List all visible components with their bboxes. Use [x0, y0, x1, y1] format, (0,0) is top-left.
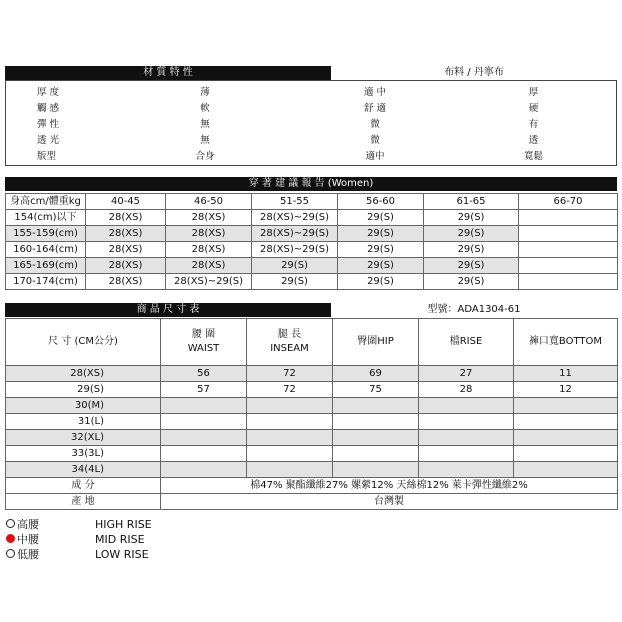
material-cell: 無	[200, 119, 210, 130]
suggest-cell: 29(S)	[338, 242, 424, 258]
suggest-cell: 28(XS)~29(S)	[252, 242, 338, 258]
size-label: 28(XS)	[6, 366, 161, 382]
size-cell: 56	[161, 366, 247, 382]
suggest-col-header: 51-55	[252, 194, 338, 210]
rise-option	[6, 517, 39, 532]
material-row-label: 觸 感	[37, 103, 60, 114]
suggest-row-label: 155-159(cm)	[6, 226, 86, 242]
material-row-label: 彈 性	[37, 119, 60, 130]
rise-label-zh: 高腰	[17, 518, 39, 531]
suggest-cell: 29(S)	[424, 274, 519, 290]
suggest-cell: 29(S)	[338, 226, 424, 242]
origin-row	[6, 494, 618, 510]
size-label: 30(M)	[6, 398, 161, 414]
size-cell: 12	[514, 382, 618, 398]
size-label: 32(XL)	[6, 430, 161, 446]
size-cell	[333, 414, 419, 430]
suggest-header-row	[6, 194, 618, 210]
suggest-cell: 29(S)	[424, 242, 519, 258]
material-cell: 適 中	[363, 87, 387, 98]
suggest-cell: 29(S)	[424, 226, 519, 242]
size-label: 33(3L)	[6, 446, 161, 462]
size-row	[6, 382, 618, 398]
suggest-cell	[519, 242, 618, 258]
size-cell: 57	[161, 382, 247, 398]
size-cell	[514, 446, 618, 462]
size-header: 商 品 尺 寸 表	[5, 303, 331, 317]
size-label: 31(L)	[6, 414, 161, 430]
material-row-label: 版型	[37, 151, 57, 162]
material-cell: 舒 適	[363, 103, 387, 114]
rise-option	[6, 547, 39, 562]
size-cell	[161, 462, 247, 478]
suggest-col-header: 66-70	[519, 194, 618, 210]
size-row	[6, 430, 618, 446]
size-cell: 28	[419, 382, 514, 398]
suggest-cell: 28(XS)	[86, 226, 166, 242]
material-cell: 微	[370, 135, 380, 146]
material-cell: 微	[370, 119, 380, 130]
size-cell	[161, 446, 247, 462]
material-cell: 薄	[200, 87, 210, 98]
rise-label-zh: 中腰	[17, 533, 39, 546]
size-cell	[161, 430, 247, 446]
model-number: 型號：ADA1304-61	[427, 304, 521, 315]
suggest-cell: 29(S)	[338, 210, 424, 226]
col-size: 尺 寸 (CM公分)	[6, 319, 161, 366]
size-cell	[333, 398, 419, 414]
material-header: 材 質 特 性	[5, 66, 331, 80]
size-cell: 69	[333, 366, 419, 382]
material-row-label: 透 光	[37, 135, 60, 146]
suggest-cell: 28(XS)	[86, 210, 166, 226]
suggest-cell: 28(XS)~29(S)	[252, 226, 338, 242]
size-cell	[514, 414, 618, 430]
col-hip: 臀圍HIP	[333, 319, 419, 366]
size-cell	[419, 398, 514, 414]
suggest-cell: 28(XS)	[86, 258, 166, 274]
suggest-row-label: 165-169(cm)	[6, 258, 86, 274]
size-row	[6, 462, 618, 478]
suggest-cell	[519, 258, 618, 274]
size-cell	[161, 398, 247, 414]
selected-circle-icon	[6, 534, 15, 543]
suggest-row	[6, 226, 618, 242]
origin-label: 產 地	[6, 494, 161, 510]
size-row	[6, 398, 618, 414]
size-row	[6, 414, 618, 430]
size-cell	[419, 462, 514, 478]
suggest-cell: 29(S)	[338, 258, 424, 274]
circle-icon	[6, 549, 15, 558]
size-cell	[247, 414, 333, 430]
suggest-table	[5, 193, 618, 290]
size-row	[6, 366, 618, 382]
col-inseam-zh: 腿 長	[277, 329, 302, 340]
size-label: 34(4L)	[6, 462, 161, 478]
suggest-cell: 28(XS)	[86, 274, 166, 290]
suggest-header: 穿 著 建 議 報 告 (Women)	[5, 177, 617, 191]
suggest-row	[6, 274, 618, 290]
suggest-col-header: 61-65	[424, 194, 519, 210]
size-cell: 72	[247, 382, 333, 398]
size-row	[6, 446, 618, 462]
suggest-cell: 29(S)	[252, 274, 338, 290]
composition-label: 成 分	[6, 478, 161, 494]
suggest-cell: 28(XS)	[86, 242, 166, 258]
size-cell	[247, 462, 333, 478]
suggest-cell: 28(XS)	[166, 258, 252, 274]
suggest-cell: 29(S)	[338, 274, 424, 290]
col-inseam-en: INSEAM	[270, 343, 309, 354]
material-cell: 適中	[365, 151, 385, 162]
rise-label-en: LOW RISE	[95, 548, 149, 561]
suggest-cell	[519, 210, 618, 226]
material-cell: 無	[200, 135, 210, 146]
suggest-col-header: 56-60	[338, 194, 424, 210]
rise-option	[6, 532, 39, 547]
material-cell: 有	[528, 119, 539, 130]
composition-row	[6, 478, 618, 494]
col-inseam	[247, 319, 333, 366]
size-cell	[514, 462, 618, 478]
size-cell	[247, 398, 333, 414]
size-cell	[247, 430, 333, 446]
rise-label-zh: 低腰	[17, 548, 39, 561]
size-header-row	[6, 319, 618, 366]
fabric-type: 布料 / 丹寧布	[444, 67, 504, 78]
suggest-cell	[519, 226, 618, 242]
size-cell	[514, 398, 618, 414]
size-table	[5, 318, 618, 510]
suggest-cell: 28(XS)~29(S)	[166, 274, 252, 290]
col-waist-zh: 腰 圍	[191, 329, 216, 340]
suggest-row	[6, 210, 618, 226]
suggest-col-header: 身高cm/體重kg	[6, 194, 86, 210]
size-cell	[419, 414, 514, 430]
suggest-cell: 28(XS)	[166, 242, 252, 258]
suggest-row-label: 154(cm)以下	[6, 210, 86, 226]
composition-value: 棉47% 聚酯纖維27% 嫘縈12% 天絲棉12% 萊卡彈性纖維2%	[161, 478, 618, 494]
suggest-cell: 28(XS)~29(S)	[252, 210, 338, 226]
suggest-cell	[519, 274, 618, 290]
rise-label-en: HIGH RISE	[95, 518, 152, 531]
size-cell: 11	[514, 366, 618, 382]
suggest-cell: 28(XS)	[166, 210, 252, 226]
suggest-cell: 29(S)	[424, 210, 519, 226]
size-label: 29(S)	[6, 382, 161, 398]
col-waist-en: WAIST	[187, 343, 220, 354]
origin-value: 台灣製	[161, 494, 618, 510]
material-cell: 硬	[528, 103, 539, 114]
suggest-row-label: 160-164(cm)	[6, 242, 86, 258]
suggest-row	[6, 242, 618, 258]
size-cell: 72	[247, 366, 333, 382]
size-cell: 75	[333, 382, 419, 398]
suggest-row-label: 170-174(cm)	[6, 274, 86, 290]
size-cell	[247, 446, 333, 462]
suggest-col-header: 40-45	[86, 194, 166, 210]
size-cell	[333, 462, 419, 478]
col-bottom: 褲口寬BOTTOM	[514, 319, 618, 366]
suggest-cell: 29(S)	[252, 258, 338, 274]
circle-icon	[6, 519, 15, 528]
material-cell: 透	[528, 135, 539, 146]
suggest-col-header: 46-50	[166, 194, 252, 210]
material-row-label: 厚 度	[37, 87, 60, 98]
size-cell	[333, 430, 419, 446]
material-cell: 厚	[528, 87, 539, 98]
size-cell	[514, 430, 618, 446]
size-cell	[333, 446, 419, 462]
rise-label-en: MID RISE	[95, 533, 145, 546]
size-cell	[419, 430, 514, 446]
size-cell	[419, 446, 514, 462]
material-cell: 寬鬆	[523, 151, 543, 162]
size-cell	[161, 414, 247, 430]
suggest-cell: 29(S)	[424, 258, 519, 274]
suggest-row	[6, 258, 618, 274]
material-cell: 合身	[195, 151, 215, 162]
suggest-cell: 28(XS)	[166, 226, 252, 242]
col-waist	[161, 319, 247, 366]
col-rise: 檔RISE	[419, 319, 514, 366]
size-cell: 27	[419, 366, 514, 382]
material-cell: 軟	[200, 103, 210, 114]
